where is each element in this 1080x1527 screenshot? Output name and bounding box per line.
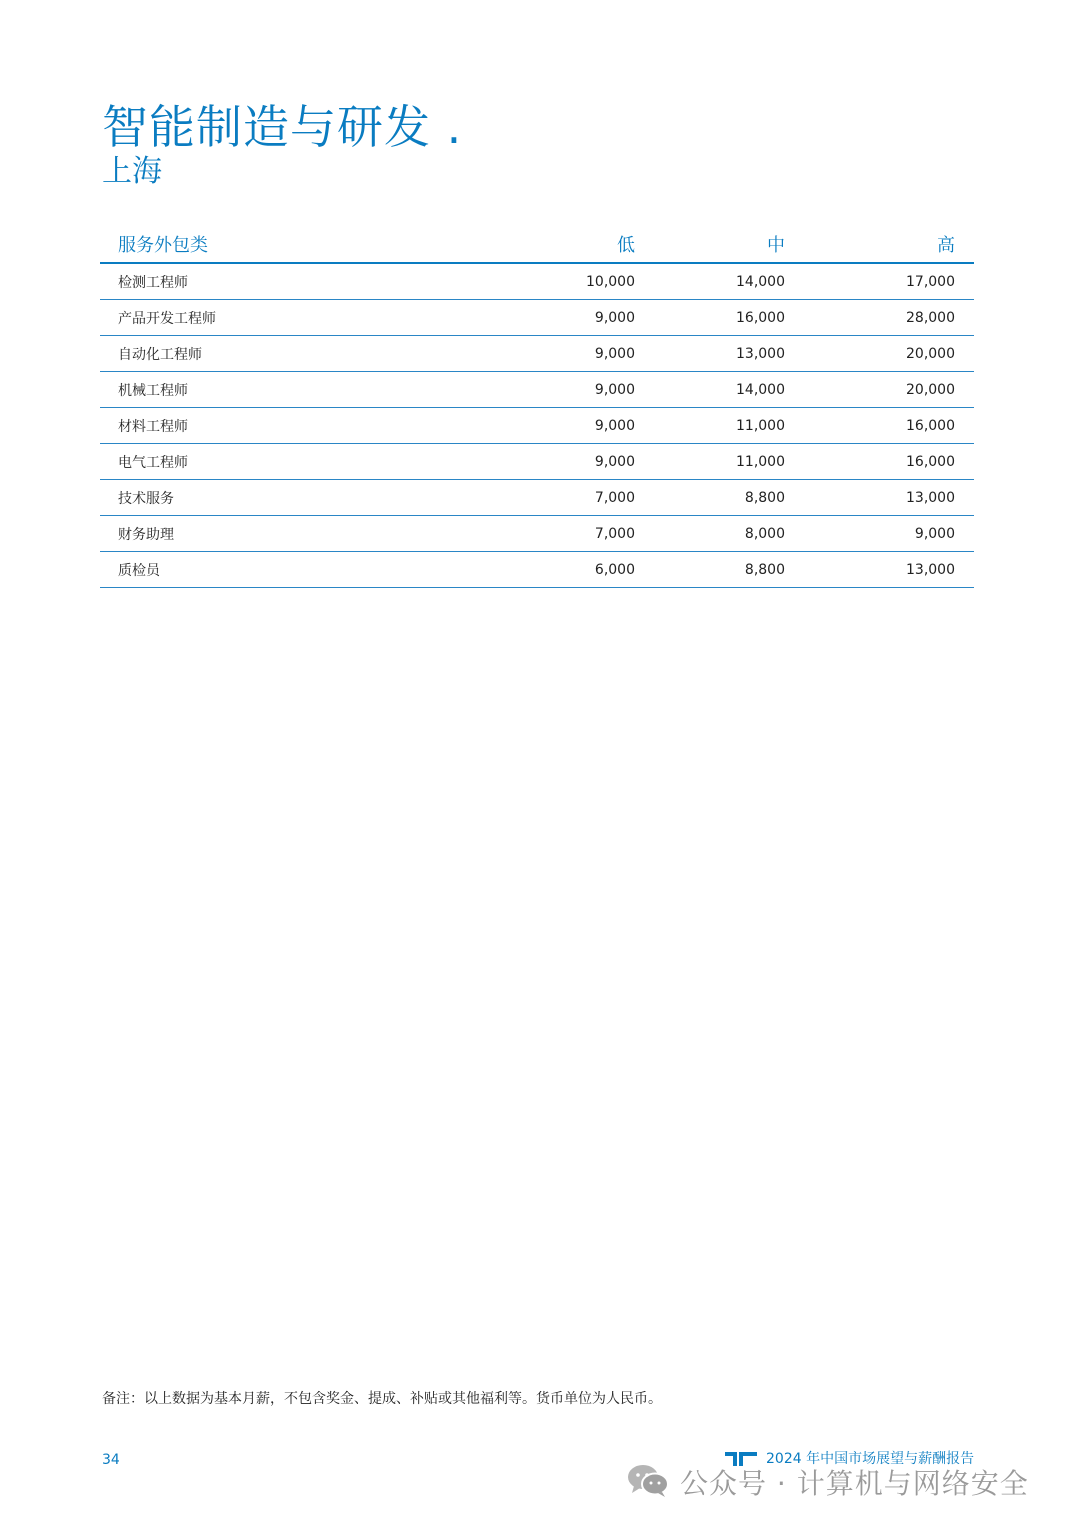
header-high: 高 — [804, 226, 974, 263]
watermark-text: 公众号 · 计算机与网络安全 — [680, 1467, 1029, 1500]
row-high: 13,000 — [804, 552, 974, 588]
table-row — [100, 372, 974, 408]
table-header-row — [100, 226, 974, 263]
page-title: 智能制造与研发 . — [102, 100, 463, 154]
row-high: 17,000 — [804, 263, 974, 300]
table-row — [100, 480, 974, 516]
page-number: 34 — [102, 1452, 120, 1468]
row-mid: 8,800 — [654, 552, 804, 588]
row-role: 机械工程师 — [100, 372, 474, 408]
row-low: 9,000 — [474, 408, 654, 444]
row-high: 20,000 — [804, 336, 974, 372]
table-row — [100, 408, 974, 444]
row-low: 7,000 — [474, 480, 654, 516]
row-mid: 11,000 — [654, 444, 804, 480]
row-low: 9,000 — [474, 300, 654, 336]
table-row — [100, 516, 974, 552]
row-role: 检测工程师 — [100, 263, 474, 300]
row-low: 9,000 — [474, 336, 654, 372]
header-mid: 中 — [654, 226, 804, 263]
row-mid: 11,000 — [654, 408, 804, 444]
row-role: 电气工程师 — [100, 444, 474, 480]
row-high: 20,000 — [804, 372, 974, 408]
wechat-icon — [626, 1462, 670, 1502]
row-high: 16,000 — [804, 408, 974, 444]
salary-table — [100, 226, 974, 588]
table-row — [100, 300, 974, 336]
table-row — [100, 444, 974, 480]
row-high: 16,000 — [804, 444, 974, 480]
row-mid: 14,000 — [654, 372, 804, 408]
row-role: 财务助理 — [100, 516, 474, 552]
table-row — [100, 552, 974, 588]
header-low: 低 — [474, 226, 654, 263]
row-high: 9,000 — [804, 516, 974, 552]
row-role: 材料工程师 — [100, 408, 474, 444]
row-low: 9,000 — [474, 372, 654, 408]
row-low: 6,000 — [474, 552, 654, 588]
row-mid: 8,800 — [654, 480, 804, 516]
row-role: 产品开发工程师 — [100, 300, 474, 336]
row-role: 质检员 — [100, 552, 474, 588]
footnote: 备注：以上数据为基本月薪，不包含奖金、提成、补贴或其他福利等。货币单位为人民币。 — [102, 1391, 662, 1407]
row-role: 技术服务 — [100, 480, 474, 516]
table-row — [100, 263, 974, 300]
page-subtitle: 上海 — [102, 154, 162, 189]
row-mid: 14,000 — [654, 263, 804, 300]
row-low: 9,000 — [474, 444, 654, 480]
watermark — [626, 1462, 1029, 1502]
row-mid: 16,000 — [654, 300, 804, 336]
row-high: 28,000 — [804, 300, 974, 336]
report-title: 2024 年中国市场展望与薪酬报告 — [766, 1451, 975, 1467]
header-category: 服务外包类 — [100, 226, 474, 263]
row-low: 7,000 — [474, 516, 654, 552]
row-low: 10,000 — [474, 263, 654, 300]
table-row — [100, 336, 974, 372]
row-role: 自动化工程师 — [100, 336, 474, 372]
row-high: 13,000 — [804, 480, 974, 516]
row-mid: 13,000 — [654, 336, 804, 372]
row-mid: 8,000 — [654, 516, 804, 552]
